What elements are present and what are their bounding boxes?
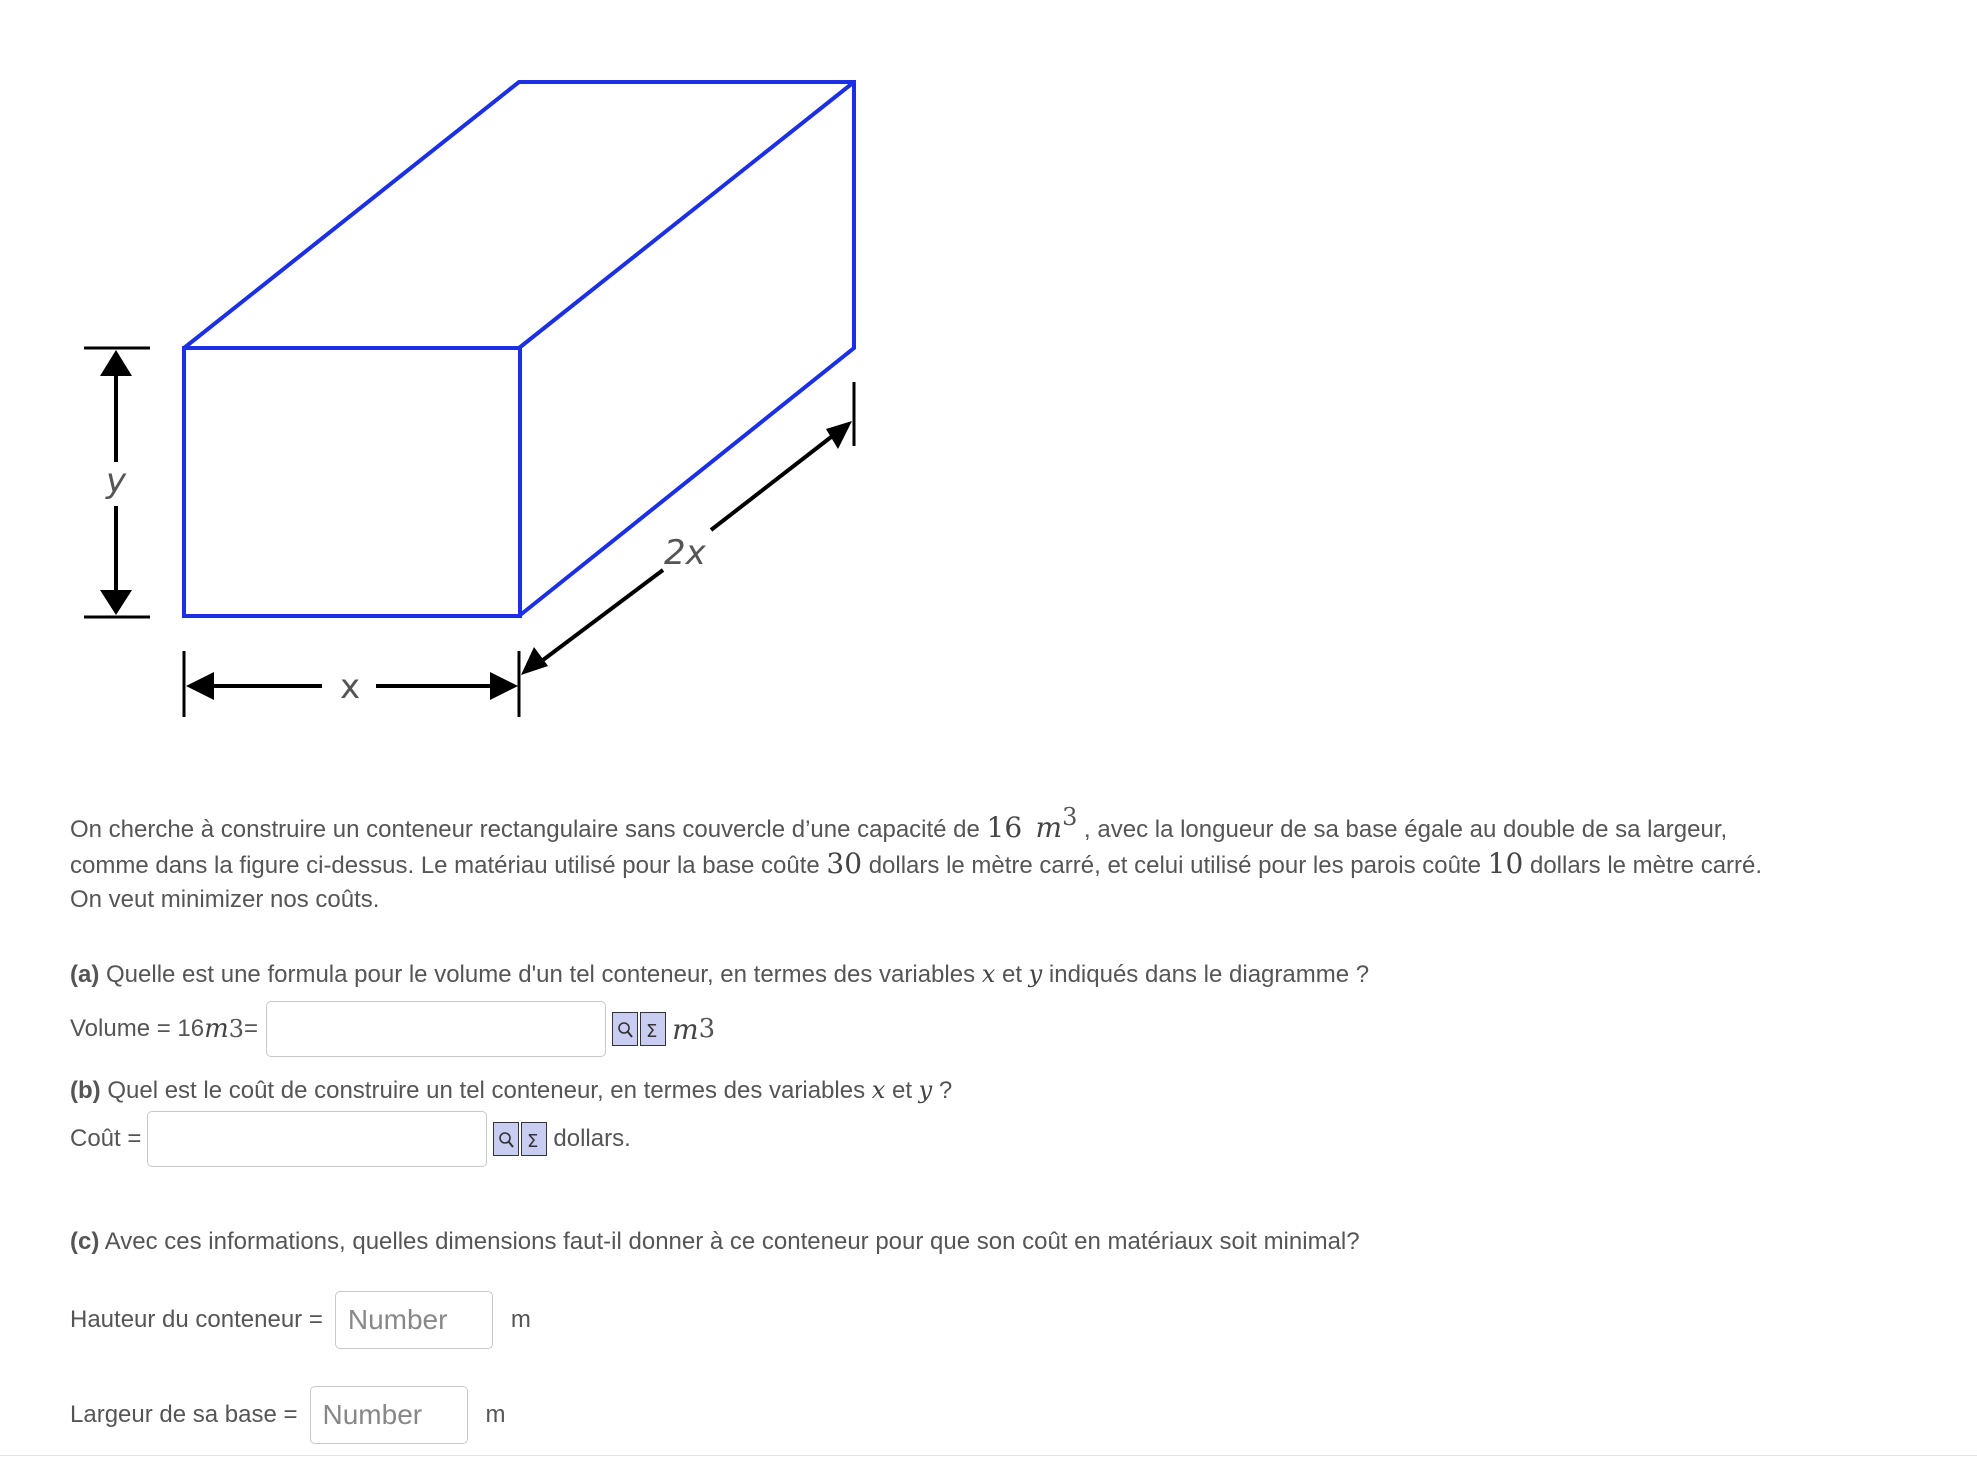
svg-text:Σ: Σ <box>646 1021 658 1041</box>
question-a-text-1: Quelle est une formula pour le volume d'un tel conteneur, en termes des variables <box>99 961 982 988</box>
question-a <box>70 960 1369 989</box>
question-c-text: Avec ces informations, quelles dimensions faut-il donner à ce conteneur pour que son coût en matériaux soit minimal? <box>99 1228 1360 1255</box>
equation-editor-icon[interactable] <box>521 1122 547 1156</box>
box-diagram <box>0 0 900 740</box>
dimension-y <box>84 348 150 617</box>
intro-text-3: dollars le mètre carré, et celui utilisé pour les parois coûte <box>862 852 1488 879</box>
intro-text-2: , avec la longueur de sa base égale au double de sa largeur, comme dans la figure ci-dessus. Le matériau utilisé pour la base coûte <box>70 816 1728 879</box>
var-y: y <box>1028 960 1043 988</box>
preview-icon[interactable] <box>612 1012 638 1046</box>
width-unit: m <box>485 1401 506 1428</box>
box-outline <box>184 82 854 616</box>
var-x: x <box>981 960 996 988</box>
volume-suffix-exponent: 3 <box>698 1014 716 1044</box>
capacity-value: 16 <box>986 811 1023 844</box>
capacity-unit: m <box>1035 811 1063 844</box>
intro-text-1: On cherche à construire un conteneur rectangulaire sans couvercle d’une capacité de <box>70 816 987 843</box>
question-a-text-3: indiqués dans le diagramme ? <box>1042 961 1370 988</box>
volume-suffix-unit: m <box>672 1012 699 1046</box>
question-b-text-3: ? <box>932 1077 953 1104</box>
dimension-x <box>184 651 519 717</box>
question-b-text-2: et <box>885 1077 919 1104</box>
question-c <box>70 1228 1360 1256</box>
volume-equals: = <box>244 1015 259 1042</box>
label-x: x <box>340 667 361 707</box>
dimension-2x <box>521 382 854 675</box>
height-label: Hauteur du conteneur = <box>70 1306 323 1333</box>
svg-text:Σ: Σ <box>527 1131 539 1151</box>
label-y: y <box>106 461 127 501</box>
question-b <box>70 1076 952 1105</box>
width-row <box>70 1386 506 1444</box>
capacity-exponent: 3 <box>1062 803 1078 831</box>
width-label: Largeur de sa base = <box>70 1401 298 1428</box>
box-front-face <box>184 348 520 616</box>
box-top-edge <box>519 82 854 348</box>
volume-label: Volume = 16 <box>70 1015 205 1042</box>
cost-row <box>70 1111 631 1167</box>
volume-formula-input[interactable] <box>266 1001 606 1057</box>
question-c-tag: (c) <box>70 1228 100 1255</box>
base-cost-value: 30 <box>826 847 863 880</box>
var-x: x <box>871 1076 886 1104</box>
question-b-text-1: Quel est le coût de construire un tel conteneur, en termes des variables <box>100 1077 872 1104</box>
height-unit: m <box>510 1306 531 1333</box>
label-2x: 2x <box>664 533 706 573</box>
bottom-divider <box>0 1455 1977 1456</box>
volume-row <box>70 1001 715 1057</box>
cost-unit: dollars. <box>553 1125 631 1152</box>
wall-cost-value: 10 <box>1487 847 1524 880</box>
height-row <box>70 1291 531 1349</box>
equation-editor-icon[interactable] <box>640 1012 666 1046</box>
width-input[interactable] <box>310 1386 468 1444</box>
question-a-text-2: et <box>995 961 1029 988</box>
height-input[interactable] <box>335 1291 493 1349</box>
question-a-tag: (a) <box>70 961 100 988</box>
question-b-tag: (b) <box>70 1077 101 1104</box>
intro-text-4: dollars le mètre carré. On veut minimizer nos coûts. <box>70 852 1763 913</box>
volume-exponent: 3 <box>228 1015 245 1043</box>
preview-icon[interactable] <box>493 1122 519 1156</box>
cost-label: Coût = <box>70 1125 142 1152</box>
var-y: y <box>918 1076 933 1104</box>
volume-unit: m <box>204 1014 229 1044</box>
cost-formula-input[interactable] <box>147 1111 487 1167</box>
problem-statement <box>70 800 1770 917</box>
